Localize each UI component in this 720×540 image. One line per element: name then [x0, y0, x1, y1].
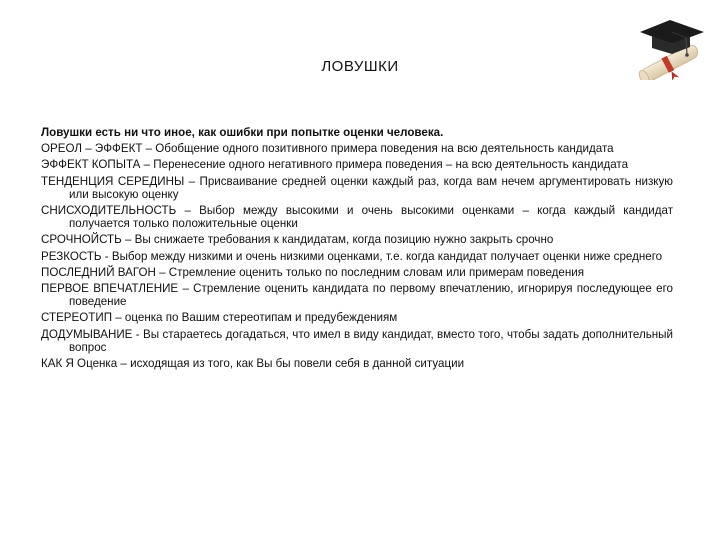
trap-item-stereotype: СТЕРЕОТИП – оценка по Вашим стереотипам и предубеждениям: [41, 311, 398, 325]
slide-title: ЛОВУШКИ: [321, 58, 399, 75]
body-text: [41, 126, 673, 373]
trap-item-guessing: ДОДУМЫВАНИЕ - Вы стараетесь догадаться, что имел в виду кандидат, вместо того, чтобы задать дополнительный вопрос: [41, 327, 673, 354]
intro-text: Ловушки есть ни что иное, как ошибки при попытке оценки человека.: [41, 126, 444, 139]
trap-item-central-tendency: ТЕНДЕНЦИЯ СЕРЕДИНЫ – Присваивание средней оценки каждый раз, когда вам нечем аргументировать низкую или высокую оценку: [41, 174, 673, 201]
trap-item-severity: РЕЗКОСТЬ - Выбор между низкими и очень низкими оценками, т.е. когда кандидат получает оценки ниже среднего: [41, 249, 663, 263]
trap-item-halo-effect: ОРЕОЛ – ЭФФЕКТ – Обобщение одного позитивного примера поведения на всю деятельность кандидата: [41, 142, 614, 156]
trap-item-leniency: СНИСХОДИТЕЛЬНОСТЬ – Выбор между высокими и очень высокими оценками – когда каждый кандидат получается только положительные оценки: [41, 204, 673, 231]
trap-item-last-wagon: ПОСЛЕДНИЙ ВАГОН – Стремление оценить только по последним словам или примерам поведения: [41, 265, 585, 279]
trap-item-like-me: КАК Я Оценка – исходящая из того, как Вы бы повели себя в данной ситуации: [41, 357, 465, 371]
trap-item-horn-effect: ЭФФЕКТ КОПЫТА – Перенесение одного негативного примера поведения – на всю деятельность кандидата: [41, 158, 629, 172]
trap-item-urgency: СРОЧНОЙСТЬ – Вы снижаете требования к кандидатам, когда позицию нужно закрыть срочно: [41, 233, 554, 247]
trap-item-first-impression: ПЕРВОЕ ВПЕЧАТЛЕНИЕ – Стремление оценить кандидата по первому впечатлению, игнорируя последующее его поведение: [41, 282, 673, 309]
